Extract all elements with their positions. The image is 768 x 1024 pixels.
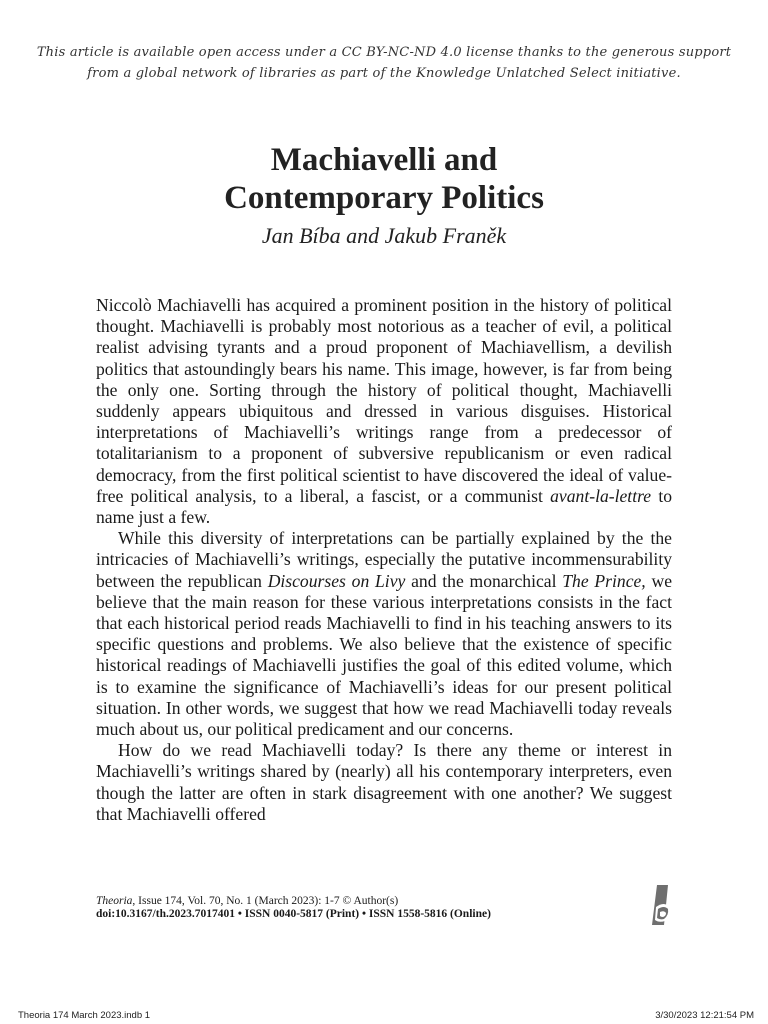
paragraph-2-text-mid: and the monarchical (405, 570, 563, 591)
paragraph-2 (96, 528, 672, 740)
notice-line-2: from a global network of libraries as part of the Knowledge Unlatched Select initiative. (87, 66, 681, 81)
citation-line (96, 895, 616, 908)
print-footer-file: Theoria 174 March 2023.indb 1 (18, 1010, 151, 1021)
doi-line: doi:10.3167/th.2023.7017401 • ISSN 0040-5817 (Print) • ISSN 1558-5816 (Online) (96, 908, 491, 920)
publisher-logo-icon (648, 885, 674, 925)
title-line-2: Contemporary Politics (224, 180, 544, 216)
citation-details: , Issue 174, Vol. 70, No. 1 (March 2023): 1-7 © Author(s) (132, 895, 399, 907)
title-line-1: Machiavelli and (270, 142, 498, 178)
print-footer-timestamp: 3/30/2023 12:21:54 PM (655, 1010, 754, 1021)
article-body (96, 295, 672, 825)
paragraph-2-text: While this diversity of interpretations can be partially explained by the the intricacies of Machiavelli’s writings, especially the putative incommensurability between the republican (96, 528, 672, 591)
paragraph-1 (96, 295, 672, 528)
journal-name: Theoria (96, 895, 133, 907)
article-authors: Jan Bíba and Jakub Franěk (261, 223, 507, 248)
notice-line-1: This article is available open access under a CC BY-NC-ND 4.0 license thanks to the generous support (36, 45, 732, 60)
article-title (0, 141, 768, 217)
paragraph-2-italic-discourses: Discourses on Livy (267, 570, 406, 591)
open-access-notice (0, 42, 768, 84)
paragraph-1-text-end: to name just a few. (96, 485, 672, 528)
paragraph-1-italic: avant-la-lettre (550, 485, 652, 506)
paragraph-3: How do we read Machiavelli today? Is there any theme or interest in Machiavelli’s writings shared by (nearly) all his contemporary interpreters, even though the latter are often in stark disagreement with one another? We suggest that Machiavelli offered (96, 740, 672, 824)
paragraph-1-text: Niccolò Machiavelli has acquired a prominent position in the history of political thought. Machiavelli is probably most notorious as a teacher of evil, a political realist advising tyrants and a proud proponent of Machiavellism, a devilish politics that astoundingly bears his name. This image, however, is far from being the only one. Sorting through the history of political thought, Machiavelli suddenly appears ubiquitous and dressed in various disguises. Historical interpretations of Machiavelli’s writings range from a predecessor of totalitarianism to a proponent of subversive republicanism or even radical democracy, from the first political scientist to have discovered the ideal of value-free political analysis, to a liberal, a fascist, or a communist (96, 295, 672, 506)
citation-block (96, 895, 616, 921)
paragraph-2-italic-prince: The Prince, (562, 570, 646, 591)
paragraph-2-text-end: we believe that the main reason for these various interpretations consists in the fact that each historical period reads Machiavelli to find in his teaching answers to its specific questions and problems. We also believe that the existence of specific historical readings of Machiavelli justifies the goal of this edited volume, which is to examine the significance of Machiavelli’s ideas for our present political situation. In other words, we suggest that how we read Machiavelli today reveals much about us, our political predicament and our concerns. (96, 570, 673, 740)
